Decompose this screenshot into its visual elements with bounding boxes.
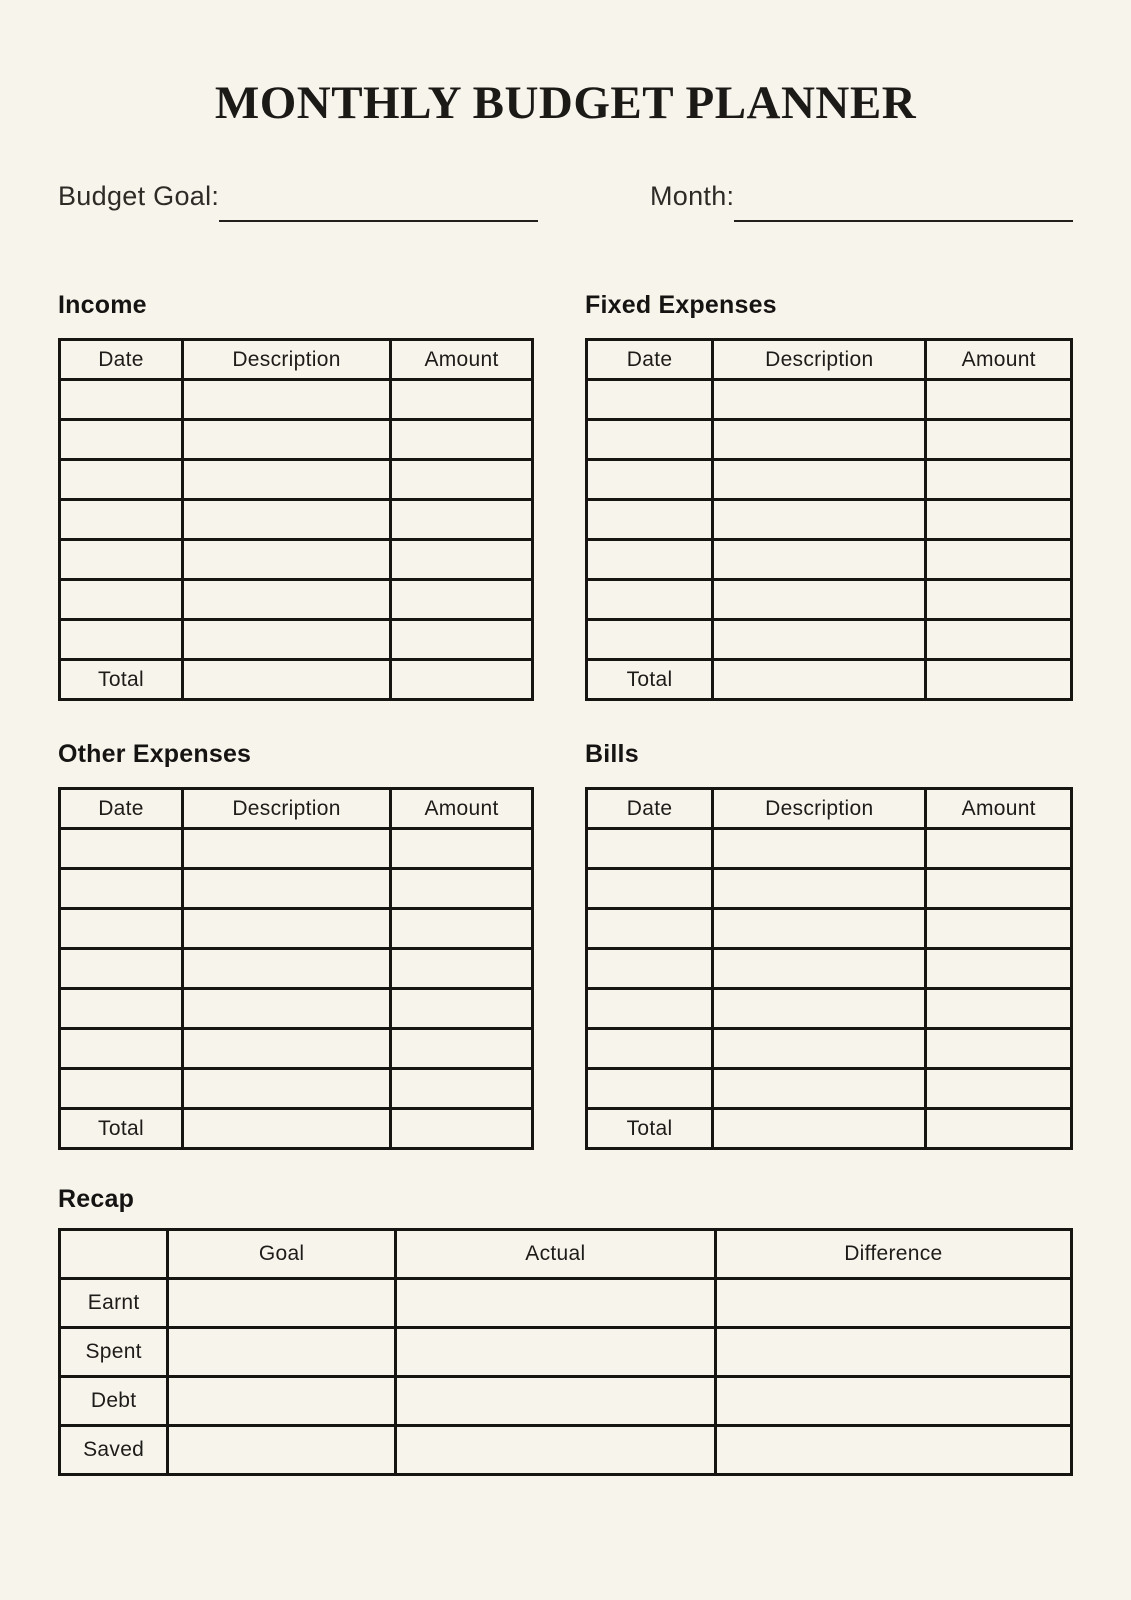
month-label: Month: — [650, 181, 735, 211]
empty-cell[interactable] — [715, 1426, 1071, 1475]
empty-cell[interactable] — [391, 460, 533, 500]
recap-col-blank — [60, 1230, 168, 1279]
recap-table — [58, 1228, 1073, 1476]
bills-table — [585, 787, 1073, 1150]
empty-cell[interactable] — [182, 580, 390, 620]
empty-cell[interactable] — [587, 580, 713, 620]
empty-cell[interactable] — [587, 420, 713, 460]
empty-cell[interactable] — [713, 620, 926, 660]
total-row — [60, 660, 533, 700]
empty-cell[interactable] — [391, 829, 533, 869]
other-expenses-col-date: Date — [60, 789, 183, 829]
recap-row-earnt — [60, 1279, 1072, 1328]
empty-cell[interactable] — [587, 620, 713, 660]
empty-cell[interactable] — [395, 1279, 715, 1328]
table-row — [60, 460, 533, 500]
empty-cell[interactable] — [926, 1029, 1072, 1069]
table-row — [60, 829, 533, 869]
table-row — [60, 869, 533, 909]
table-row — [587, 460, 1072, 500]
empty-cell[interactable] — [60, 869, 183, 909]
other-expenses-table — [58, 787, 534, 1150]
bills-heading: Bills — [585, 740, 639, 768]
table-row — [587, 620, 1072, 660]
recap-row-debt — [60, 1377, 1072, 1426]
table-row — [60, 909, 533, 949]
total-row — [587, 1109, 1072, 1149]
table-header-row — [587, 789, 1072, 829]
table-row — [587, 989, 1072, 1029]
other-expenses-section — [58, 739, 534, 1150]
empty-cell[interactable] — [60, 580, 183, 620]
empty-cell[interactable] — [168, 1426, 396, 1475]
table-row — [587, 909, 1072, 949]
empty-cell[interactable] — [587, 829, 713, 869]
fixed-expenses-section — [585, 290, 1073, 701]
fixed-expenses-heading: Fixed Expenses — [585, 291, 777, 319]
empty-cell[interactable] — [926, 909, 1072, 949]
income-heading: Income — [58, 291, 147, 319]
empty-cell[interactable] — [391, 540, 533, 580]
empty-cell[interactable] — [926, 500, 1072, 540]
empty-cell[interactable] — [182, 500, 390, 540]
empty-cell[interactable] — [391, 380, 533, 420]
bills-section — [585, 739, 1073, 1150]
empty-cell[interactable] — [168, 1377, 396, 1426]
budget-goal-input-line[interactable] — [219, 202, 538, 222]
table-row — [587, 540, 1072, 580]
empty-cell[interactable] — [395, 1377, 715, 1426]
empty-cell[interactable] — [182, 660, 390, 700]
empty-cell[interactable] — [713, 949, 926, 989]
empty-cell[interactable] — [926, 580, 1072, 620]
empty-cell[interactable] — [715, 1279, 1071, 1328]
recap-row-label: Saved — [60, 1426, 168, 1475]
table-header-row — [60, 789, 533, 829]
empty-cell[interactable] — [713, 460, 926, 500]
table-row — [60, 949, 533, 989]
total-row — [587, 660, 1072, 700]
empty-cell[interactable] — [713, 869, 926, 909]
income-col-amount: Amount — [391, 340, 533, 380]
page-title: MONTHLY BUDGET PLANNER — [214, 77, 917, 129]
month-input-line[interactable] — [734, 202, 1073, 222]
empty-cell[interactable] — [713, 1109, 926, 1149]
empty-cell[interactable] — [926, 620, 1072, 660]
income-section — [58, 290, 534, 701]
table-row — [60, 620, 533, 660]
recap-row-spent — [60, 1328, 1072, 1377]
fixed-expenses-table — [585, 338, 1073, 701]
empty-cell[interactable] — [587, 869, 713, 909]
total-label: Total — [587, 660, 713, 700]
empty-cell[interactable] — [926, 869, 1072, 909]
fixed-expenses-col-description: Description — [713, 340, 926, 380]
empty-cell[interactable] — [713, 829, 926, 869]
empty-cell[interactable] — [587, 460, 713, 500]
empty-cell[interactable] — [182, 1069, 390, 1109]
table-row — [587, 1069, 1072, 1109]
empty-cell[interactable] — [60, 1069, 183, 1109]
recap-row-saved — [60, 1426, 1072, 1475]
empty-cell[interactable] — [926, 829, 1072, 869]
empty-cell[interactable] — [391, 1069, 533, 1109]
empty-cell[interactable] — [391, 1109, 533, 1149]
empty-cell[interactable] — [182, 380, 390, 420]
empty-cell[interactable] — [713, 909, 926, 949]
empty-cell[interactable] — [60, 829, 183, 869]
empty-cell[interactable] — [391, 660, 533, 700]
bills-col-description: Description — [713, 789, 926, 829]
empty-cell[interactable] — [713, 580, 926, 620]
empty-cell[interactable] — [926, 380, 1072, 420]
empty-cell[interactable] — [715, 1328, 1071, 1377]
empty-cell[interactable] — [60, 949, 183, 989]
empty-cell[interactable] — [926, 1109, 1072, 1149]
empty-cell[interactable] — [60, 420, 183, 460]
table-row — [587, 829, 1072, 869]
income-col-description: Description — [182, 340, 390, 380]
empty-cell[interactable] — [168, 1328, 396, 1377]
empty-cell[interactable] — [391, 949, 533, 989]
empty-cell[interactable] — [182, 949, 390, 989]
income-table — [58, 338, 534, 701]
empty-cell[interactable] — [391, 869, 533, 909]
empty-cell[interactable] — [587, 1069, 713, 1109]
empty-cell[interactable] — [587, 380, 713, 420]
empty-cell[interactable] — [60, 380, 183, 420]
table-row — [587, 869, 1072, 909]
fixed-expenses-col-amount: Amount — [926, 340, 1072, 380]
total-row — [60, 1109, 533, 1149]
recap-row-label: Spent — [60, 1328, 168, 1377]
table-row — [587, 580, 1072, 620]
empty-cell[interactable] — [182, 620, 390, 660]
empty-cell[interactable] — [926, 420, 1072, 460]
table-row — [60, 580, 533, 620]
empty-cell[interactable] — [182, 1029, 390, 1069]
empty-cell[interactable] — [60, 909, 183, 949]
total-label: Total — [60, 660, 183, 700]
empty-cell[interactable] — [391, 500, 533, 540]
empty-cell[interactable] — [713, 989, 926, 1029]
recap-section — [58, 1184, 1073, 1476]
recap-row-label: Debt — [60, 1377, 168, 1426]
empty-cell[interactable] — [391, 1029, 533, 1069]
table-row — [60, 1069, 533, 1109]
empty-cell[interactable] — [60, 540, 183, 580]
recap-col-difference: Difference — [715, 1230, 1071, 1279]
empty-cell[interactable] — [182, 909, 390, 949]
empty-cell[interactable] — [391, 909, 533, 949]
empty-cell[interactable] — [713, 540, 926, 580]
empty-cell[interactable] — [60, 460, 183, 500]
bills-col-date: Date — [587, 789, 713, 829]
table-row — [60, 420, 533, 460]
table-row — [60, 1029, 533, 1069]
fixed-expenses-col-date: Date — [587, 340, 713, 380]
empty-cell[interactable] — [182, 989, 390, 1029]
empty-cell[interactable] — [713, 1069, 926, 1109]
empty-cell[interactable] — [587, 989, 713, 1029]
recap-header-row — [60, 1230, 1072, 1279]
income-col-date: Date — [60, 340, 183, 380]
empty-cell[interactable] — [60, 1029, 183, 1069]
total-label: Total — [587, 1109, 713, 1149]
empty-cell[interactable] — [182, 1109, 390, 1149]
tables-grid — [58, 290, 1073, 1150]
empty-cell[interactable] — [713, 660, 926, 700]
empty-cell[interactable] — [60, 500, 183, 540]
table-row — [60, 380, 533, 420]
empty-cell[interactable] — [926, 989, 1072, 1029]
empty-cell[interactable] — [926, 660, 1072, 700]
empty-cell[interactable] — [60, 620, 183, 660]
empty-cell[interactable] — [391, 580, 533, 620]
recap-col-goal: Goal — [168, 1230, 396, 1279]
bills-col-amount: Amount — [926, 789, 1072, 829]
table-row — [60, 500, 533, 540]
empty-cell[interactable] — [168, 1279, 396, 1328]
table-header-row — [587, 340, 1072, 380]
other-expenses-heading: Other Expenses — [58, 740, 252, 768]
empty-cell[interactable] — [182, 420, 390, 460]
empty-cell[interactable] — [182, 460, 390, 500]
budget-goal-label: Budget Goal: — [58, 181, 220, 211]
empty-cell[interactable] — [587, 949, 713, 989]
table-row — [60, 989, 533, 1029]
empty-cell[interactable] — [587, 500, 713, 540]
empty-cell[interactable] — [391, 620, 533, 660]
header-fields — [58, 179, 1073, 214]
empty-cell[interactable] — [713, 500, 926, 540]
empty-cell[interactable] — [926, 949, 1072, 989]
other-expenses-col-description: Description — [182, 789, 390, 829]
empty-cell[interactable] — [926, 540, 1072, 580]
other-expenses-col-amount: Amount — [391, 789, 533, 829]
month-field — [650, 179, 1073, 214]
table-row — [587, 500, 1072, 540]
empty-cell[interactable] — [182, 829, 390, 869]
empty-cell[interactable] — [926, 1069, 1072, 1109]
empty-cell[interactable] — [715, 1377, 1071, 1426]
table-row — [587, 420, 1072, 460]
empty-cell[interactable] — [587, 540, 713, 580]
total-label: Total — [60, 1109, 183, 1149]
empty-cell[interactable] — [587, 909, 713, 949]
recap-row-label: Earnt — [60, 1279, 168, 1328]
empty-cell[interactable] — [395, 1426, 715, 1475]
table-header-row — [60, 340, 533, 380]
table-row — [60, 540, 533, 580]
empty-cell[interactable] — [587, 1029, 713, 1069]
empty-cell[interactable] — [60, 989, 183, 1029]
empty-cell[interactable] — [395, 1328, 715, 1377]
empty-cell[interactable] — [391, 989, 533, 1029]
table-row — [587, 380, 1072, 420]
recap-col-actual: Actual — [395, 1230, 715, 1279]
table-row — [587, 949, 1072, 989]
empty-cell[interactable] — [182, 869, 390, 909]
budget-goal-field — [58, 179, 538, 214]
recap-heading: Recap — [58, 1185, 135, 1213]
empty-cell[interactable] — [713, 1029, 926, 1069]
empty-cell[interactable] — [182, 540, 390, 580]
table-row — [587, 1029, 1072, 1069]
empty-cell[interactable] — [713, 380, 926, 420]
empty-cell[interactable] — [926, 460, 1072, 500]
empty-cell[interactable] — [391, 420, 533, 460]
empty-cell[interactable] — [713, 420, 926, 460]
